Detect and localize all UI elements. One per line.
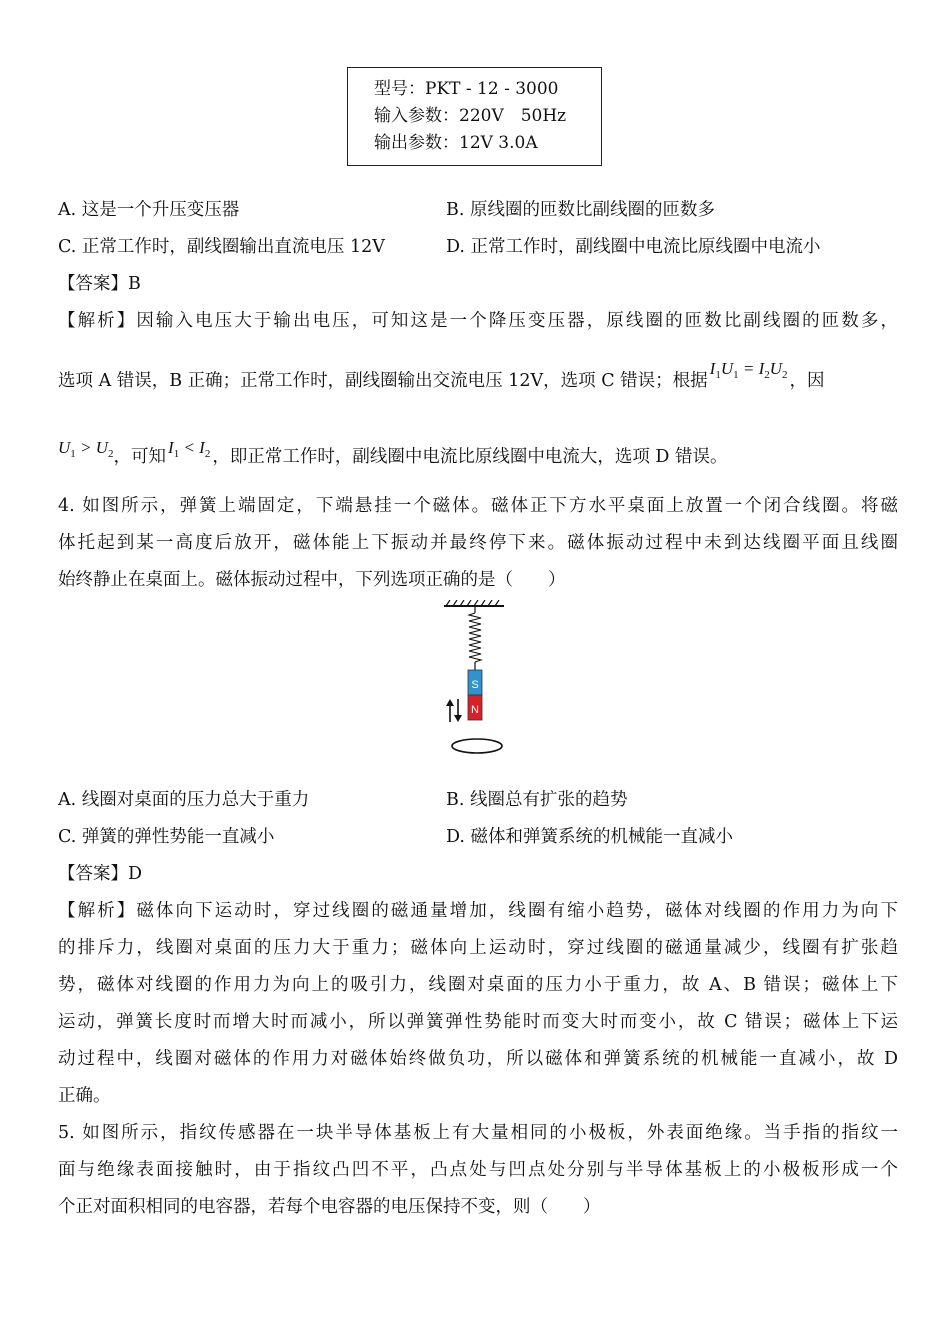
q4-option-a[interactable]: A. 线圈对桌面的压力总大于重力: [58, 790, 310, 810]
spring-magnet-coil-figure: [430, 600, 520, 760]
q3-answer: 【答案】B: [58, 274, 141, 294]
q4-analysis-line-6: 正确。: [58, 1086, 111, 1106]
spec-output: 输出参数：12V 3.0A: [374, 133, 538, 153]
q4-stem-line-2: 体托起到某一高度后放开，磁体能上下振动并最终停下来。磁体振动过程中未到达线圈平面且线圈: [58, 533, 898, 553]
q4-analysis-line-3: 势，磁体对线圈的作用力为向上的吸引力，线圈对桌面的压力小于重力，故 A、B 错误；磁体上下: [58, 975, 898, 995]
spec-input: 输入参数：220V 50Hz: [374, 106, 567, 126]
q3-option-b[interactable]: B. 原线圈的匝数比副线圈的匝数多: [446, 200, 715, 220]
bar-magnet: [468, 670, 482, 720]
q3-option-a[interactable]: A. 这是一个升压变压器: [58, 200, 240, 220]
q4-answer: 【答案】D: [58, 864, 143, 884]
q4-analysis-line-2: 的排斥力，线圈对桌面的压力大于重力；磁体向上运动时，穿过线圈的磁通量减少，线圈有扩张趋: [58, 938, 898, 958]
south-pole-label: S: [471, 679, 479, 691]
q4-option-b[interactable]: B. 线圈总有扩张的趋势: [446, 790, 628, 810]
q3-option-d[interactable]: D. 正常工作时，副线圈中电流比原线圈中电流小: [446, 237, 821, 257]
q5-stem-line-1: 5. 如图所示，指纹传感器在一块半导体基板上有大量相同的小极板，外表面绝缘。当手指的指纹一: [58, 1123, 898, 1143]
formula-current-compare: $I_1 < I_2$: [168, 438, 211, 460]
q4-analysis-line-4: 运动，弹簧长度时而增大时而减小，所以弹簧弹性势能时而变大时而变小，故 C 错误；磁体上下运: [58, 1012, 898, 1032]
closed-coil: [452, 739, 502, 753]
q3-analysis-line-3: [58, 438, 898, 471]
q5-stem-line-2: 面与绝缘表面接触时，由于指纹凸凹不平，凸点处与凹点处分别与半导体基板上的小极板形成一个: [58, 1160, 898, 1180]
q3-analysis-line-3-text: ，可知: [113, 447, 167, 467]
formula-voltage-compare: $U_1 > U_2$: [58, 438, 114, 460]
q4-option-d[interactable]: D. 磁体和弹簧系统的机械能一直减小: [446, 827, 734, 847]
q3-analysis-line-1: 【解析】因输入电压大于输出电压，可知这是一个降压变压器，原线圈的匝数比副线圈的匝数多，: [58, 311, 898, 331]
q3-analysis-line-3-tail: ，即正常工作时，副线圈中电流比原线圈中电流大，选项 D 错误。: [212, 447, 728, 467]
q3-option-c[interactable]: C. 正常工作时，副线圈输出直流电压 12V: [58, 237, 385, 257]
q4-stem-line-1: 4. 如图所示，弹簧上端固定，下端悬挂一个磁体。磁体正下方水平桌面上放置一个闭合线圈。将磁: [58, 496, 898, 516]
q3-analysis-line-2: [58, 359, 898, 395]
q3-analysis-line-2-text: 选项 A 错误，B 正确；正常工作时，副线圈输出交流电压 12V，选项 C 错误；根据: [58, 371, 708, 391]
transformer-spec-box: [347, 67, 602, 166]
spring: [469, 606, 481, 670]
up-down-arrows-icon: [446, 699, 462, 722]
ceiling-support: [444, 600, 504, 606]
q4-stem-line-3: 始终静止在桌面上。磁体振动过程中，下列选项正确的是（ ）: [58, 570, 566, 590]
q4-analysis-line-5: 动过程中，线圈对磁体的作用力对磁体始终做负功，所以磁体和弹簧系统的机械能一直减小，故 D: [58, 1049, 898, 1069]
q5-stem-line-3: 个正对面积相同的电容器，若每个电容器的电压保持不变，则（ ）: [58, 1197, 601, 1217]
q4-analysis-line-1: 【解析】磁体向下运动时，穿过线圈的磁通量增加，线圈有缩小趋势，磁体对线圈的作用力为向下: [58, 901, 898, 921]
q4-option-c[interactable]: C. 弹簧的弹性势能一直减小: [58, 827, 275, 847]
q3-analysis-line-2-tail: ，因: [789, 371, 825, 391]
spec-model: 型号：PKT - 12 - 3000: [374, 79, 559, 99]
north-pole-label: N: [471, 704, 479, 716]
formula-power-equality: $I_1U_1 = I_2U_2$: [709, 359, 788, 381]
